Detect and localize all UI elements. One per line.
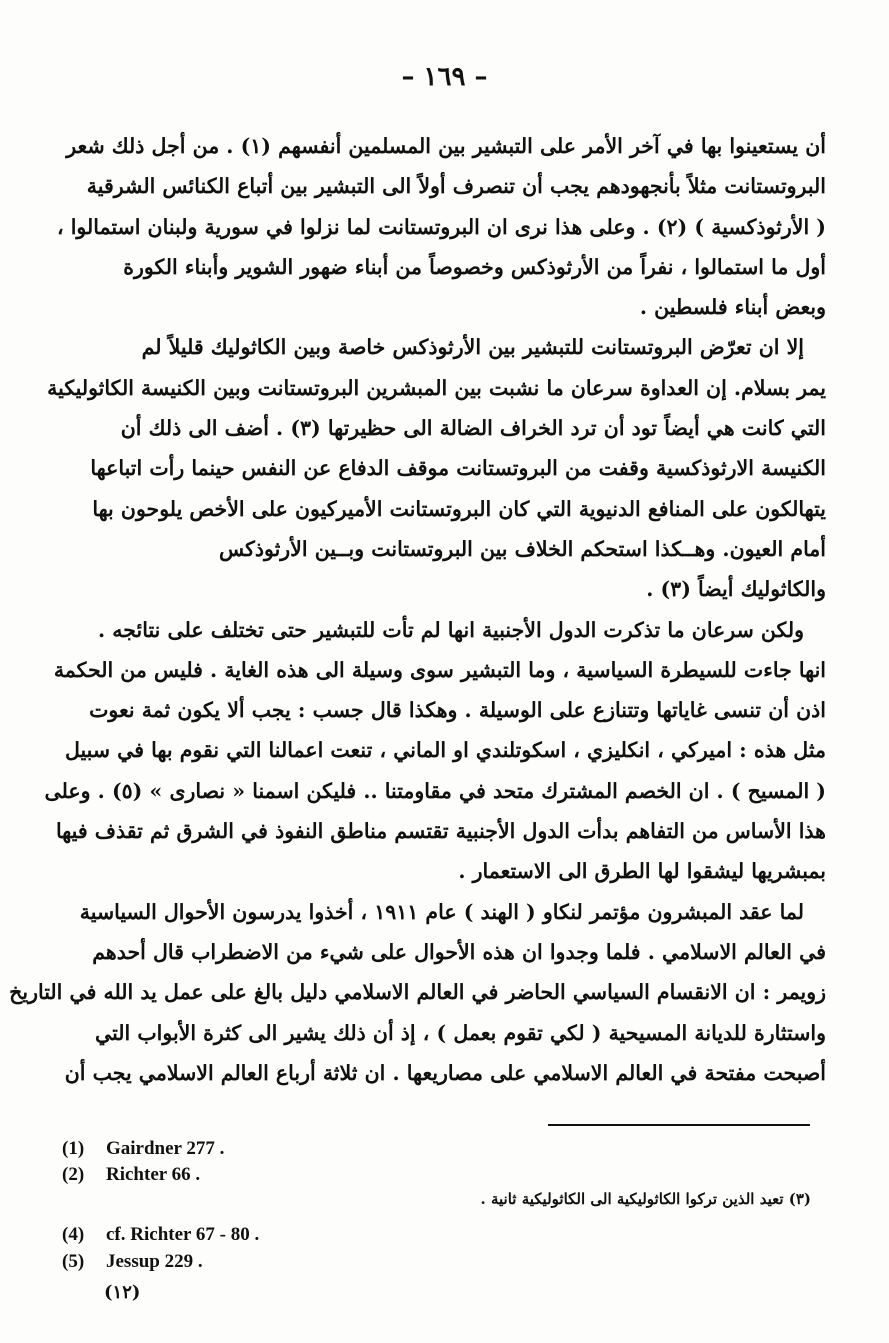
- footnote-number: (2): [62, 1164, 85, 1185]
- footnote-number: (5): [62, 1251, 85, 1272]
- footnote-3: (٣) تعيد الذين تركوا الكاثوليكية الى الكاثوليكية ثانية .: [480, 1190, 811, 1208]
- footnote-number: (1): [62, 1138, 85, 1159]
- footnote-number: (4): [62, 1224, 85, 1245]
- footnote-5: [62, 1251, 203, 1273]
- text-line: التي كانت هي أيضاً تود أن ترد الخراف الضالة الى حظيرتها (٣) . أضف الى ذلك أن: [120, 416, 826, 441]
- text-line: أن يستعينوا بها في آخر الأمر على التبشير بين المسلمين أنفسهم (١) . من أجل ذلك شعر: [66, 134, 826, 158]
- text-line: بمبشريها ليشقوا لها الطرق الى الاستعمار .: [458, 859, 826, 884]
- page-number: – ١٦٩ –: [401, 62, 488, 92]
- text-line: ولكن سرعان ما تذكرت الدول الأجنبية انها لم تأت للتبشير حتى تختلف على نتائجه .: [98, 617, 804, 642]
- footnote-text: Richter 66 .: [106, 1164, 201, 1185]
- text-line: يتهالكون على المنافع الدنيوية التي كان البروتستانت الأميركيون على الأخص يلوحون بها: [92, 496, 826, 521]
- text-line: أول ما استمالوا ، نفراً من الأرثوذكس وخصوصاً من أبناء ضهور الشوير وأبناء الكورة: [123, 254, 826, 279]
- footnote-1: [62, 1138, 224, 1160]
- text-line: انها جاءت للسيطرة السياسية ، وما التبشير سوى وسيلة الى هذه الغاية . فليس من الحكمة: [53, 657, 826, 682]
- text-line: زويمر : ان الانقسام السياسي الحاضر في العالم الاسلامي دليل بالغ على عمل يد الله في التاريخ: [9, 980, 826, 1005]
- paragraph-3: [44, 610, 826, 892]
- signature-mark: (١٢): [104, 1282, 141, 1303]
- text-line: أصبحت مفتحة في العالم الاسلامي على مصاريعها . ان ثلاثة أرباع العالم الاسلامي يجب أن: [64, 1060, 826, 1085]
- footnote-text: cf. Richter 67 - 80 .: [106, 1224, 260, 1245]
- text-line: لما عقد المبشرون مؤتمر لنكاو ( الهند ) عام ١٩١١ ، أخذوا يدرسون الأحوال السياسية: [79, 899, 804, 924]
- text-line: الكنيسة الارثوذكسية وقفت من البروتستانت موقف الدفاع عن النفس حينما رأت اتباعها: [90, 456, 826, 481]
- text-line: يمر بسلام. إن العداوة سرعان ما نشبت بين المبشرين البروتستانت وبين الكنيسة الكاثوليكية: [47, 375, 826, 400]
- footnote-separator: [548, 1124, 810, 1126]
- text-line: والكاثوليك أيضاً (٣) .: [646, 577, 826, 602]
- text-line: البروتستانت مثلاً بأنجهودهم يجب أن تنصرف أولاً الى التبشير بين أتباع الكنائس الشرقية: [86, 174, 826, 199]
- text-line: أمام العيون. وهــكذا استحكم الخلاف بين البروتستانت وبــين الأرثوذكس: [218, 536, 826, 561]
- text-line: ( الأرثوذكسية ) (٢) . وعلى هذا نرى ان البروتستانت لما نزلوا في سورية ولبنان استمالوا ،: [56, 214, 826, 239]
- paragraph-1: [58, 126, 826, 327]
- footnote-text: Gairdner 277 .: [106, 1138, 225, 1159]
- paragraph-2: [47, 327, 826, 609]
- text-line: وبعض أبناء فلسطين .: [639, 295, 826, 320]
- paragraph-4: [9, 892, 826, 1093]
- footnote-4: [62, 1224, 259, 1246]
- text-line: إلا ان تعرّض البروتستانت للتبشير بين الأرثوذكس خاصة وبين الكاثوليك قليلاً لم: [141, 335, 804, 360]
- footnote-2: [62, 1164, 200, 1186]
- text-line: ( المسيح ) . ان الخصم المشترك متحد في مقاومتنا .. فليكن اسمنا « نصارى » (٥) . وعلى: [44, 778, 826, 803]
- footnote-text: Jessup 229 .: [106, 1251, 203, 1272]
- text-line: في العالم الاسلامي . فلما وجدوا ان هذه الأحوال على شيء من الاضطراب قال أحدهم: [92, 939, 826, 964]
- text-line: اذن أن تنسى غاياتها وتتنازع على الوسيلة . وهكذا قال جسب : يجب ألا يكون ثمة نعوت: [89, 698, 826, 723]
- body-text: [9, 126, 826, 1093]
- text-line: مثل هذه : اميركي ، انكليزي ، اسكوتلندي او الماني ، تنعت اعمالنا التي نقوم بها في سبيل: [64, 738, 826, 763]
- text-line: هذا الأساس من التفاهم بدأت الدول الأجنبية تقتسم مناطق النفوذ في الشرق ثم تقذف فيها: [55, 819, 826, 844]
- text-line: واستثارة للديانة المسيحية ( لكي تقوم بعمل ) ، إذ أن ذلك يشير الى كثرة الأبواب التي: [95, 1020, 826, 1045]
